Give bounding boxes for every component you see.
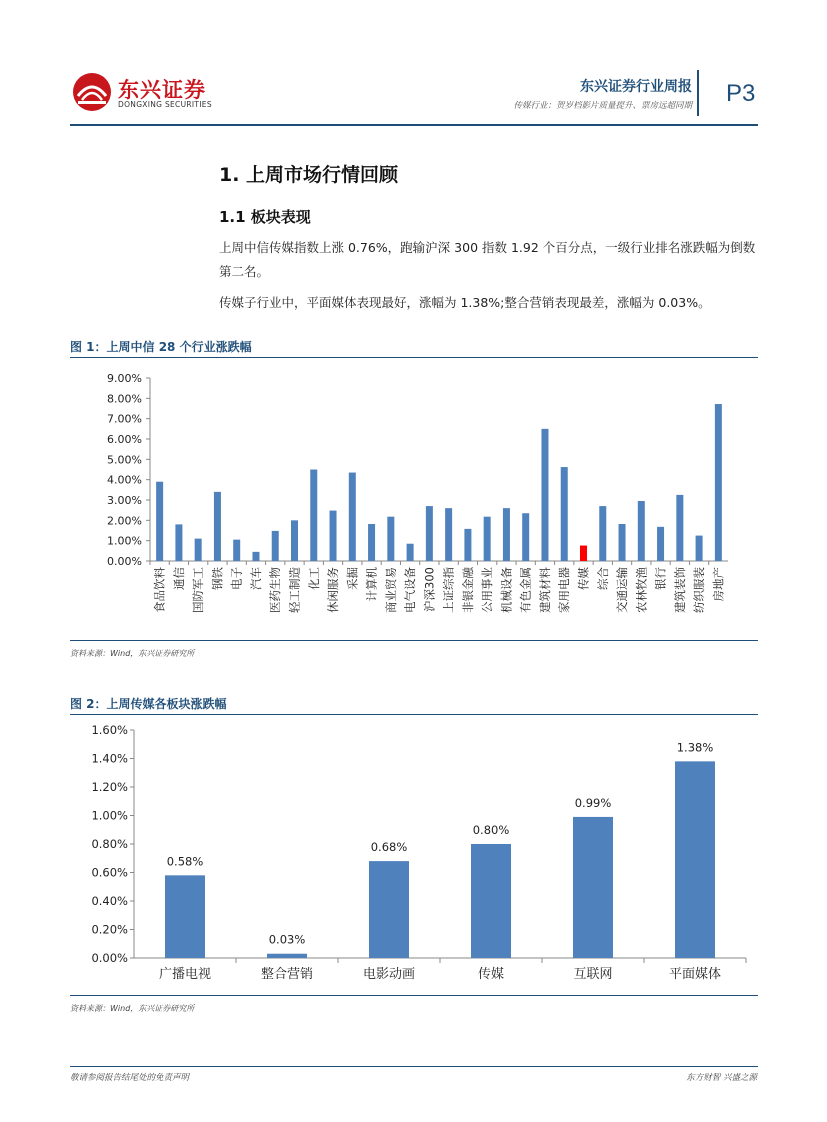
x-tick-label: 房地产 [711,567,726,602]
bar-7 [272,531,279,561]
x-tick-label: 电子 [229,567,244,590]
section-title: 1. 上周市场行情回顾 [219,164,399,186]
x-tick-label: 计算机 [364,567,379,602]
x-tick-label: 商业贸易 [383,567,398,613]
y-tick-label: 3.00% [107,494,142,507]
bar-1 [165,875,205,958]
bar-17 [464,529,471,561]
y-tick-label: 0.60% [91,865,128,880]
data-label: 0.58% [166,854,204,869]
y-tick-label: 0.00% [91,951,128,965]
x-tick-label: 机械设备 [499,567,514,613]
figure-2-title: 图 2：上周传媒各板块涨跌幅 [70,697,227,711]
bar-18 [484,517,491,561]
bar-22 [561,467,568,561]
y-tick-label: 5.00% [107,453,142,467]
figure-1-bottom-rule [70,640,758,641]
y-tick-label: 1.40% [91,751,128,766]
page-number: P3 [726,80,756,107]
bar-26 [638,501,645,561]
bar-5 [233,540,240,561]
logo-chinese-name: 东兴证券 [118,78,206,102]
figure-1-chart [70,358,756,640]
y-tick-label: 1.60% [91,723,128,737]
x-tick-label: 平面媒体 [668,967,722,982]
data-label: 0.03% [268,932,306,947]
x-tick-label: 纺织服装 [692,567,707,613]
x-tick-label: 汽车 [248,567,263,590]
y-tick-label: 7.00% [107,412,142,426]
bar-4 [214,492,221,561]
footer-rule [70,1066,758,1067]
bar-29 [696,536,703,561]
bar-8 [291,520,298,561]
bar-25 [619,524,626,561]
x-tick-label: 食品饮料 [152,567,167,613]
paragraph-market-summary: 上周中信传媒指数上涨 0.76%，跑输沪深 300 指数 1.92 个百分点，一级行业排名涨跌幅为倒数第二名。 [219,240,756,279]
footer-disclaimer: 敬请参阅报告结尾处的免责声明 [70,1073,190,1083]
y-tick-label: 9.00% [107,372,142,385]
x-tick-label: 休闲服务 [326,567,341,613]
y-tick-label: 6.00% [107,433,142,446]
figure-1-title: 图 1：上周中信 28 个行业涨跌幅 [70,340,252,354]
x-tick-label: 采掘 [345,567,360,590]
y-tick-label: 8.00% [107,392,142,406]
y-tick-label: 0.80% [91,837,128,851]
bar-14 [407,544,414,561]
bar-19 [503,508,510,561]
y-tick-label: 0.20% [91,922,128,937]
figure-2-source: 资料来源：Wind，东兴证券研究所 [70,1004,195,1013]
y-tick-label: 1.00% [91,808,128,823]
x-tick-label: 传媒 [576,567,591,590]
bar-2 [267,954,307,958]
x-tick-label: 通信 [171,567,186,590]
figure-2-bottom-rule [70,995,758,996]
bar-30 [715,404,722,561]
x-tick-label: 建筑材料 [537,567,552,613]
x-tick-label: 互联网 [573,967,613,982]
bar-16 [445,508,452,561]
bar-4 [471,844,511,958]
data-label: 0.99% [574,795,612,810]
footer-slogan: 东方财智 兴盛之源 [686,1073,757,1083]
x-tick-label: 医药生物 [268,567,283,613]
subsection-title: 1.1 板块表现 [219,208,311,226]
x-tick-label: 整合营销 [260,967,314,982]
x-tick-label: 电影动画 [362,967,416,982]
x-tick-label: 家用电器 [557,567,572,613]
x-tick-label: 国防军工 [191,567,206,613]
x-tick-label: 化工 [306,567,321,590]
bar-6 [675,761,715,958]
x-tick-label: 建筑装饰 [672,567,687,613]
x-tick-label: 钢铁 [210,567,225,590]
bar-21 [541,429,548,561]
x-tick-label: 银行 [653,567,668,590]
bar-15 [426,506,433,561]
bar-12 [368,524,375,561]
y-tick-label: 2.00% [107,514,142,528]
x-tick-label: 有色金属 [518,567,533,613]
x-tick-label: 沪深300 [422,567,437,612]
x-tick-label: 电气设备 [403,567,418,613]
x-tick-label: 公用事业 [480,567,495,613]
bar-6 [252,552,259,561]
report-subtitle: 传媒行业：贺岁档影片质量提升、票房远超同期 [513,101,692,111]
y-tick-label: 0.00% [107,555,142,568]
bar-5 [573,817,613,958]
data-label: 0.80% [472,823,510,837]
bar-2 [175,524,182,561]
y-tick-label: 1.00% [107,534,142,548]
x-tick-label: 非银金融 [460,567,475,613]
x-tick-label: 交通运输 [615,567,630,613]
x-tick-label: 综合 [595,567,610,590]
header-divider [697,70,699,116]
bar-13 [387,517,394,561]
paragraph-subsector-summary: 传媒子行业中，平面媒体表现最好，涨幅为 1.38%;整合营销表现最差，涨幅为 0.03%。 [219,295,711,310]
y-tick-label: 4.00% [107,473,142,487]
bar-23 [580,546,587,561]
company-logo [70,72,114,112]
x-tick-label: 农林牧渔 [634,567,649,613]
y-tick-label: 0.40% [91,894,128,908]
x-tick-label: 传媒 [477,967,505,982]
data-label: 1.38% [676,740,714,755]
bar-3 [195,539,202,561]
data-label: 0.68% [370,840,408,855]
figure-1-source: 资料来源：Wind，东兴证券研究所 [70,649,195,658]
bar-3 [369,861,409,958]
logo-english-name: DONGXING SECURITIES [118,100,212,109]
x-tick-label: 轻工制造 [287,567,302,613]
figure-2-chart [70,715,756,994]
bar-24 [599,506,606,561]
bar-9 [310,470,317,562]
bar-1 [156,482,163,561]
bar-28 [676,495,683,561]
x-tick-label: 上证综指 [441,567,456,613]
bar-27 [657,527,664,561]
bar-11 [349,473,356,561]
header-rule [70,124,758,126]
report-title: 东兴证券行业周报 [580,79,692,95]
bar-10 [330,511,337,561]
bar-20 [522,513,529,561]
y-tick-label: 1.20% [91,780,128,794]
x-tick-label: 广播电视 [158,967,212,982]
